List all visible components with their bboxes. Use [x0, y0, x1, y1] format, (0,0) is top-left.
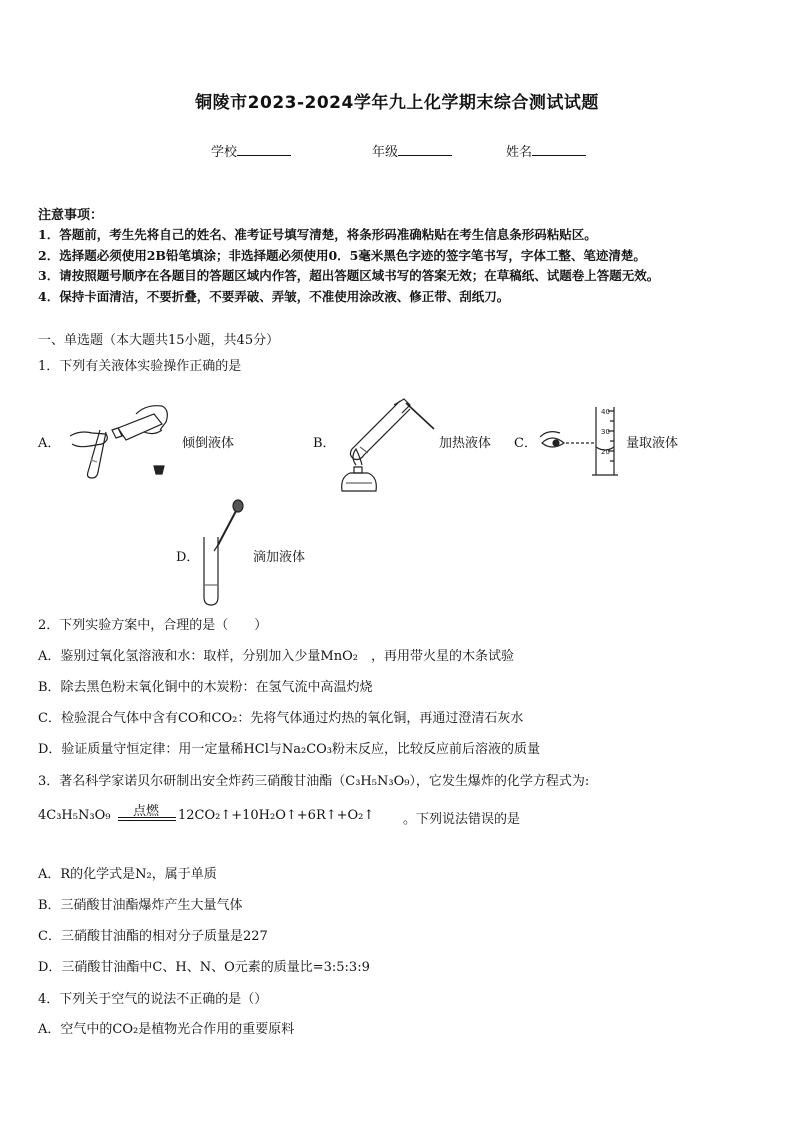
dropping-liquid-figure [196, 497, 246, 609]
equation-reactant: 4C₃H₅N₃O₉ [38, 808, 111, 823]
question-3-stem: 3．著名科学家诺贝尔研制出安全炸药三硝酸甘油酯（C₃H₅N₃O₉），它发生爆炸的化学方程式为: [38, 774, 590, 789]
equation-products: 12CO₂↑+10H₂O↑+6R↑+O₂↑ [178, 808, 375, 823]
cylinder-tick-label: 40 [601, 408, 610, 416]
school-field [211, 141, 291, 160]
q1-option-b-caption: 加热液体 [439, 436, 492, 451]
q1-option-c-letter: C． [514, 436, 537, 451]
equation-bar [118, 820, 176, 821]
notice-heading: 注意事项： [38, 208, 104, 223]
q3-option: A．R的化学式是N₂，属于单质 [38, 867, 217, 882]
q3-option: D．三硝酸甘油酯中C、H、N、O元素的质量比=3:5:3:9 [38, 960, 370, 975]
notice-item: 1．答题前，考生先将自己的姓名、准考证号填写清楚，将条形码准确粘贴在考生信息条形码粘贴区。 [38, 227, 597, 242]
name-blank [532, 143, 586, 156]
q3-option: B．三硝酸甘油酯爆炸产生大量气体 [38, 898, 243, 913]
name-field [506, 141, 586, 160]
equation-condition: 点燃 [133, 804, 160, 819]
question-2-stem: 2．下列实验方案中，合理的是（ ） [38, 618, 268, 633]
grade-field [372, 141, 452, 160]
equation-tail: 。下列说法错误的是 [403, 812, 521, 827]
measuring-cylinder-figure [538, 403, 618, 478]
q2-option: D．验证质量守恒定律：用一定量稀HCl与Na₂CO₃粉末反应，比较反应前后溶液的质量 [38, 742, 541, 757]
equation-bar [118, 817, 176, 818]
notice-item: 4．保持卡面清洁，不要折叠，不要弄破、弄皱，不准使用涂改液、修正带、刮纸刀。 [38, 289, 510, 304]
q2-option: A．鉴别过氧化氢溶液和水：取样，分别加入少量MnO₂ ，再用带火星的木条试验 [38, 649, 514, 664]
page-title: 铜陵市2023-2024学年九上化学期末综合测试试题 [195, 93, 599, 113]
cylinder-tick-label: 20 [601, 448, 610, 456]
school-blank [237, 143, 291, 156]
q1-option-a-letter: A． [38, 436, 61, 451]
grade-label: 年级 [372, 145, 399, 160]
q3-option: C．三硝酸甘油酯的相对分子质量是227 [38, 929, 268, 944]
notice-item: 3．请按照题号顺序在各题目的答题区域内作答，超出答题区域书写的答案无效；在草稿纸、试题卷上答题无效。 [38, 268, 660, 283]
heating-liquid-figure [330, 395, 436, 495]
q1-option-d-caption: 滴加液体 [253, 550, 306, 565]
q2-option: B．除去黑色粉末氧化铜中的木炭粉：在氢气流中高温灼烧 [38, 680, 373, 695]
pouring-liquid-figure [66, 400, 176, 480]
question-4-stem: 4．下列关于空气的说法不正确的是（） [38, 992, 268, 1007]
question-1-stem: 1．下列有关液体实验操作正确的是 [38, 359, 242, 374]
q1-option-d-letter: D． [176, 550, 200, 565]
q1-option-c-caption: 量取液体 [626, 436, 679, 451]
q1-option-a-caption: 倾倒液体 [182, 436, 235, 451]
name-label: 姓名 [506, 145, 533, 160]
cylinder-tick-label: 30 [601, 428, 610, 436]
q4-option: A．空气中的CO₂是植物光合作用的重要原料 [38, 1022, 295, 1037]
notice-item: 2．选择题必须使用2B铅笔填涂；非选择题必须使用0．5毫米黑色字迹的签字笔书写，字体工整、笔迹清楚。 [38, 248, 646, 263]
q2-option: C．检验混合气体中含有CO和CO₂：先将气体通过灼热的氧化铜，再通过澄清石灰水 [38, 711, 524, 726]
q1-option-b-letter: B． [313, 436, 336, 451]
school-label: 学校 [211, 145, 238, 160]
section-title: 一、单选题（本大题共15小题，共45分） [38, 333, 280, 348]
grade-blank [398, 143, 452, 156]
